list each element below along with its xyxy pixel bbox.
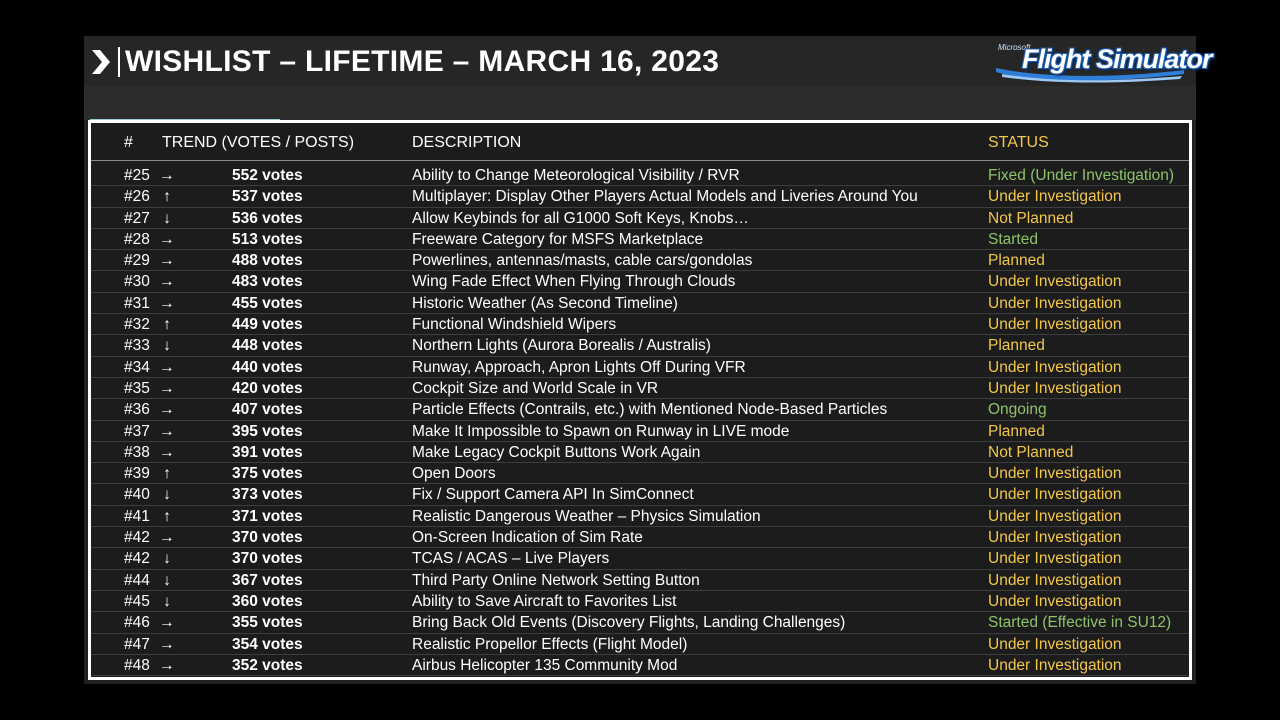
status-cell: Planned [988,252,1045,270]
table-row [91,357,1189,378]
table-row [91,548,1189,569]
status-cell: Planned [988,422,1045,440]
status-cell: Under Investigation [988,465,1122,483]
trend-arrow-icon: → [159,656,175,674]
status-cell: Under Investigation [988,656,1122,674]
votes-cell: 355 votes [232,614,303,632]
description-cell: Powerlines, antennas/masts, cable cars/gondolas [412,252,753,270]
votes-cell: 370 votes [232,550,303,568]
trend-arrow-icon: → [159,379,175,397]
trend-arrow-icon: ↓ [163,209,171,227]
status-cell: Under Investigation [988,592,1122,610]
rank-cell: #40 [124,486,150,504]
trend-arrow-icon: → [159,294,175,312]
votes-cell: 360 votes [232,592,303,610]
title-divider [118,47,120,77]
header-rank: # [124,134,133,151]
wishlist-table [88,120,1192,680]
sub-band [84,86,1196,120]
description-cell: Make It Impossible to Spawn on Runway in LIVE mode [412,422,790,440]
description-cell: Runway, Approach, Apron Lights Off During VFR [412,358,746,376]
votes-cell: 367 votes [232,571,303,589]
trend-arrow-icon: → [159,635,175,653]
trend-arrow-icon: ↑ [163,316,171,334]
table-row [91,506,1189,527]
rank-cell: #27 [124,209,150,227]
rank-cell: #30 [124,273,150,291]
table-row [91,271,1189,292]
votes-cell: 440 votes [232,358,303,376]
table-row [91,293,1189,314]
status-cell: Under Investigation [988,550,1122,568]
slide [84,36,1212,684]
title-bar [84,36,1212,86]
rank-cell: #38 [124,443,150,461]
rank-cell: #28 [124,230,150,248]
description-cell: Open Doors [412,465,496,483]
trend-arrow-icon: → [159,273,175,291]
description-cell: Third Party Online Network Setting Button [412,571,700,589]
rank-cell: #26 [124,188,150,206]
description-cell: Northern Lights (Aurora Borealis / Australis) [412,337,711,355]
status-cell: Not Planned [988,209,1074,227]
table-row [91,484,1189,505]
trend-arrow-icon: → [159,252,175,270]
description-cell: Multiplayer: Display Other Players Actual Models and Liveries Around You [412,188,918,206]
table-row [91,229,1189,250]
votes-cell: 375 votes [232,465,303,483]
trend-arrow-icon: ↓ [163,486,171,504]
rank-cell: #42 [124,550,150,568]
trend-arrow-icon: ↓ [163,592,171,610]
votes-cell: 537 votes [232,188,303,206]
trend-arrow-icon: ↑ [163,188,171,206]
description-cell: Bring Back Old Events (Discovery Flights, Landing Challenges) [412,614,846,632]
status-cell: Under Investigation [988,316,1122,334]
status-cell: Started (Effective in SU12) [988,614,1172,632]
votes-cell: 552 votes [232,167,303,184]
table-body [91,165,1189,676]
page-title: WISHLIST – LIFETIME – MARCH 16, 2023 [125,45,720,78]
votes-cell: 483 votes [232,273,303,291]
description-cell: TCAS / ACAS – Live Players [412,550,610,568]
votes-cell: 407 votes [232,401,303,419]
description-cell: Ability to Save Aircraft to Favorites List [412,592,677,610]
status-cell: Under Investigation [988,294,1122,312]
table-row [91,378,1189,399]
table-row [91,570,1189,591]
rank-cell: #47 [124,635,150,653]
status-cell: Planned [988,337,1045,355]
rank-cell: #42 [124,529,150,547]
votes-cell: 449 votes [232,316,303,334]
trend-arrow-icon: ↓ [163,337,171,355]
description-cell: Airbus Helicopter 135 Community Mod [412,656,678,674]
description-cell: Freeware Category for MSFS Marketplace [412,230,704,248]
trend-arrow-icon: ↑ [163,465,171,483]
rank-cell: #35 [124,379,150,397]
description-cell: Particle Effects (Contrails, etc.) with Mentioned Node-Based Particles [412,401,888,419]
votes-cell: 391 votes [232,443,303,461]
description-cell: On-Screen Indication of Sim Rate [412,529,643,547]
trend-arrow-icon: → [159,401,175,419]
flight-simulator-logo [992,40,1212,84]
rank-cell: #44 [124,571,150,589]
votes-cell: 455 votes [232,294,303,312]
table-row [91,335,1189,356]
description-cell: Make Legacy Cockpit Buttons Work Again [412,443,701,461]
table-row [91,612,1189,633]
votes-cell: 352 votes [232,656,303,674]
votes-cell: 354 votes [232,635,303,653]
header-description: DESCRIPTION [412,134,522,151]
rank-cell: #37 [124,422,150,440]
table-row [91,655,1189,676]
rank-cell: #48 [124,656,150,674]
trend-arrow-icon: → [159,614,175,632]
description-cell: Ability to Change Meteorological Visibility / RVR [412,167,740,184]
status-cell: Under Investigation [988,571,1122,589]
votes-cell: 395 votes [232,422,303,440]
rank-cell: #34 [124,358,150,376]
table-row [91,442,1189,463]
table-row [91,421,1189,442]
description-cell: Cockpit Size and World Scale in VR [412,379,659,397]
rank-cell: #32 [124,316,150,334]
trend-arrow-icon: ↓ [163,571,171,589]
table-row [91,463,1189,484]
status-cell: Ongoing [988,401,1047,419]
header-status: STATUS [988,134,1049,151]
table-row [91,165,1189,186]
description-cell: Wing Fade Effect When Flying Through Clouds [412,273,736,291]
trend-arrow-icon: ↓ [163,550,171,568]
description-cell: Historic Weather (As Second Timeline) [412,294,678,312]
chevron-right-icon [90,48,112,76]
description-cell: Functional Windshield Wipers [412,316,617,334]
trend-arrow-icon: → [159,443,175,461]
table-row [91,186,1189,207]
table-row [91,591,1189,612]
rank-cell: #29 [124,252,150,270]
status-cell: Started [988,230,1038,248]
description-cell: Realistic Dangerous Weather – Physics Simulation [412,507,761,525]
votes-cell: 370 votes [232,529,303,547]
table-row [91,208,1189,229]
status-cell: Under Investigation [988,529,1122,547]
rank-cell: #33 [124,337,150,355]
description-cell: Allow Keybinds for all G1000 Soft Keys, Knobs… [412,209,749,227]
votes-cell: 536 votes [232,209,303,227]
status-cell: Under Investigation [988,379,1122,397]
rank-cell: #39 [124,465,150,483]
table-row [91,399,1189,420]
status-cell: Under Investigation [988,486,1122,504]
trend-arrow-icon: → [159,167,175,184]
votes-cell: 373 votes [232,486,303,504]
votes-cell: 448 votes [232,337,303,355]
header-trend: TREND (VOTES / POSTS) [162,134,355,151]
table-row [91,250,1189,271]
rank-cell: #41 [124,507,150,525]
trend-arrow-icon: → [159,422,175,440]
status-cell: Under Investigation [988,358,1122,376]
votes-cell: 371 votes [232,507,303,525]
table-row [91,314,1189,335]
status-cell: Under Investigation [988,273,1122,291]
status-cell: Under Investigation [988,635,1122,653]
trend-arrow-icon: → [159,529,175,547]
trend-arrow-icon: → [159,230,175,248]
status-cell: Not Planned [988,443,1074,461]
description-cell: Realistic Propellor Effects (Flight Model) [412,635,688,653]
rank-cell: #45 [124,592,150,610]
status-cell: Fixed (Under Investigation) [988,167,1175,184]
description-cell: Fix / Support Camera API In SimConnect [412,486,694,504]
rank-cell: #31 [124,294,150,312]
votes-cell: 488 votes [232,252,303,270]
status-cell: Under Investigation [988,188,1122,206]
votes-cell: 513 votes [232,230,303,248]
trend-arrow-icon: → [159,358,175,376]
rank-cell: #46 [124,614,150,632]
trend-arrow-icon: ↑ [163,507,171,525]
table-header [91,123,1189,161]
table-row [91,634,1189,655]
votes-cell: 420 votes [232,379,303,397]
logo-main-text: Flight Simulator [1022,44,1212,74]
table-row [91,527,1189,548]
rank-cell: #25 [124,167,150,184]
rank-cell: #36 [124,401,150,419]
status-cell: Under Investigation [988,507,1122,525]
logo-microsoft-text: Microsoft [998,43,1031,52]
